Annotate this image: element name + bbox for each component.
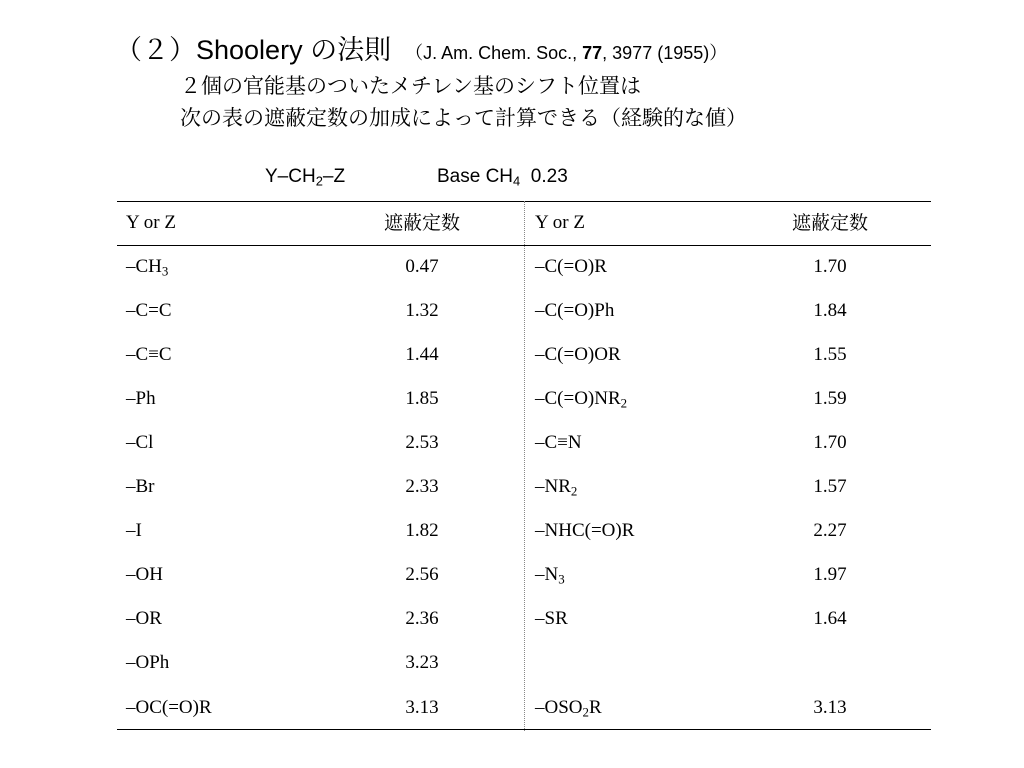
shielding-value-cell: 1.55 xyxy=(813,344,847,365)
shielding-value-cell: 2.56 xyxy=(405,564,439,585)
shielding-value-cell: 1.70 xyxy=(813,432,847,453)
substituent-text: –OH xyxy=(126,564,163,585)
substituent-text: –CH xyxy=(126,256,162,277)
substituent-cell xyxy=(535,300,614,322)
general-formula xyxy=(265,166,345,188)
substituent-cell xyxy=(126,344,172,366)
title-main: （２）Shoolery の法則 xyxy=(115,35,392,65)
substituent-subscript: 2 xyxy=(620,395,628,411)
substituent-text: –C(=O)Ph xyxy=(535,300,615,321)
substituent-text: –OSO xyxy=(535,697,583,718)
shielding-value-cell: 3.13 xyxy=(405,697,439,718)
description-line-1: ２個の官能基のついたメチレン基のシフト位置は xyxy=(180,75,642,98)
substituent-text: –Ph xyxy=(126,388,156,409)
substituent-text: –C≡C xyxy=(126,344,172,365)
shielding-value-cell: 3.13 xyxy=(813,697,847,718)
shielding-value-cell: 1.59 xyxy=(813,388,847,409)
substituent-cell xyxy=(126,256,168,278)
shielding-value-cell: 2.53 xyxy=(405,432,439,453)
substituent-text: –OR xyxy=(126,608,162,629)
substituent-text: –C(=O)R xyxy=(535,256,607,277)
shielding-value-cell: 1.85 xyxy=(405,388,439,409)
substituent-text: –C=C xyxy=(126,300,172,321)
substituent-subscript: 2 xyxy=(570,483,578,499)
citation-suffix: , 3977 (1955)） xyxy=(602,43,728,63)
substituent-cell xyxy=(126,652,169,674)
substituent-text: –NR xyxy=(535,476,571,497)
citation xyxy=(405,43,727,63)
description-line-2: 次の表の遮蔽定数の加成によって計算できる（経験的な値） xyxy=(180,107,747,130)
header-constant-left: 遮蔽定数 xyxy=(383,212,460,234)
substituent-cell xyxy=(126,564,163,586)
base-label: Base CH xyxy=(437,166,514,187)
substituent-text: –OC(=O)R xyxy=(126,697,212,718)
shielding-value-cell: 1.32 xyxy=(405,300,439,321)
substituent-text: –C(=O)NR xyxy=(535,388,621,409)
header-substituent-right: Y or Z xyxy=(535,212,585,233)
substituent-cell xyxy=(126,476,155,498)
substituent-cell xyxy=(535,432,582,454)
substituent-cell xyxy=(126,388,156,410)
substituent-suffix: R xyxy=(588,697,602,718)
substituent-cell xyxy=(535,564,565,586)
column-divider xyxy=(524,201,525,731)
substituent-subscript: 2 xyxy=(582,704,589,720)
substituent-cell xyxy=(126,608,162,630)
substituent-cell xyxy=(535,388,627,410)
formula-y: Y–CH xyxy=(265,166,316,187)
citation-prefix: （J. Am. Chem. Soc., xyxy=(405,43,583,63)
header-constant-right: 遮蔽定数 xyxy=(791,212,868,234)
substituent-cell xyxy=(126,300,172,322)
shielding-value-cell: 1.82 xyxy=(405,520,439,541)
substituent-cell xyxy=(535,520,634,542)
shielding-value-cell: 1.57 xyxy=(813,476,847,497)
substituent-text: –OPh xyxy=(126,652,170,673)
substituent-cell xyxy=(126,432,153,454)
shielding-value-cell: 3.23 xyxy=(405,652,439,673)
substituent-text: –N xyxy=(535,564,559,585)
substituent-text: –SR xyxy=(535,608,568,629)
substituent-cell xyxy=(126,697,212,719)
formula-sub: 2 xyxy=(315,173,323,189)
shielding-value-cell: 1.44 xyxy=(405,344,439,365)
shielding-value-cell: 2.36 xyxy=(405,608,439,629)
substituent-cell xyxy=(535,256,607,278)
substituent-cell xyxy=(535,476,577,498)
shielding-value-cell: 1.64 xyxy=(813,608,847,629)
substituent-cell xyxy=(535,344,621,366)
substituent-text: –Cl xyxy=(126,432,154,453)
substituent-subscript: 3 xyxy=(558,571,565,587)
shielding-constant-table xyxy=(117,201,931,731)
base-sub: 4 xyxy=(513,173,521,189)
page-title xyxy=(115,28,727,67)
substituent-text: –NHC(=O)R xyxy=(535,520,635,541)
formula-z: –Z xyxy=(322,166,346,187)
substituent-text: –I xyxy=(126,520,142,541)
shielding-value-cell: 0.47 xyxy=(405,256,439,277)
substituent-subscript: 3 xyxy=(161,263,169,279)
shielding-value-cell: 2.33 xyxy=(405,476,439,497)
shielding-value-cell: 2.27 xyxy=(813,520,847,541)
substituent-cell xyxy=(535,697,602,719)
substituent-text: –C(=O)OR xyxy=(535,344,621,365)
substituent-cell xyxy=(535,608,568,630)
shielding-value-cell: 1.84 xyxy=(813,300,847,321)
base-value xyxy=(437,166,568,188)
citation-volume: 77 xyxy=(582,43,603,63)
substituent-cell xyxy=(126,520,142,542)
shielding-value-cell: 1.70 xyxy=(813,256,847,277)
substituent-text: –C≡N xyxy=(535,432,582,453)
base-number: 0.23 xyxy=(530,166,568,187)
shielding-value-cell: 1.97 xyxy=(813,564,847,585)
header-substituent-left: Y or Z xyxy=(126,212,176,233)
substituent-text: –Br xyxy=(126,476,155,497)
